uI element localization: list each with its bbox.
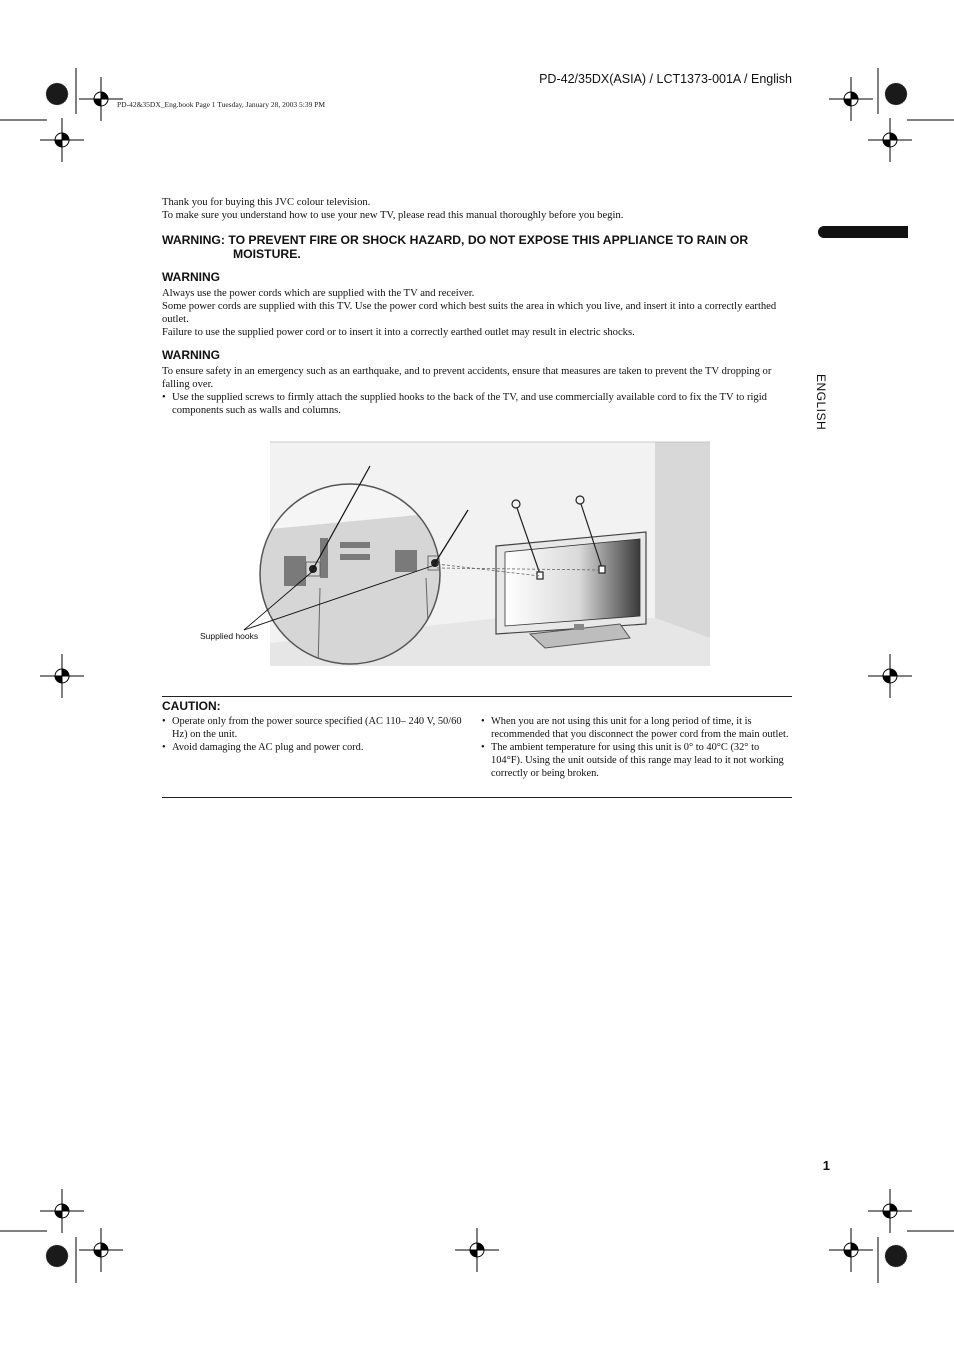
language-tab-label: ENGLISH bbox=[814, 374, 828, 431]
main-content bbox=[162, 196, 792, 417]
intro-line-2: To make sure you understand how to use your new TV, please read this manual thoroughly before you begin. bbox=[162, 210, 624, 221]
book-file-line: PD-42&35DX_Eng.book Page 1 Tuesday, January 28, 2003 5:39 PM bbox=[117, 100, 326, 109]
caution-item bbox=[481, 741, 792, 780]
bullet-mark: • bbox=[481, 742, 485, 753]
main-warning-line-1: WARNING: TO PREVENT FIRE OR SHOCK HAZARD, DO NOT EXPOSE THIS APPLIANCE TO RAIN OR bbox=[162, 233, 749, 247]
warning-power-text-2: Some power cords are supplied with this TV. Use the power cord which best suits the area in which you live, and insert it into a correctly earthed outlet. bbox=[162, 301, 777, 325]
page-number: 1 bbox=[822, 1158, 830, 1173]
caution-item-text: The ambient temperature for using this unit is 0° to 40°C (32° to 104°F). Using the unit outside of this range may lead to it not working correctly or being broken. bbox=[491, 742, 784, 779]
caution-item bbox=[162, 741, 473, 754]
main-warning-line-2: MOISTURE. bbox=[233, 247, 301, 261]
caution-item-text: When you are not using this unit for a long period of time, it is recommended that you disconnect the power cord from the main outlet. bbox=[491, 716, 789, 740]
caution-item bbox=[481, 715, 792, 741]
bullet-mark: • bbox=[162, 392, 166, 403]
warning-power-text-1: Always use the power cords which are supplied with the TV and receiver. bbox=[162, 288, 475, 299]
warning-heading-safety: WARNING bbox=[162, 348, 220, 362]
bullet-mark: • bbox=[481, 716, 485, 727]
main-warning bbox=[162, 233, 792, 261]
caution-column-right bbox=[473, 715, 792, 780]
warning-safety-bullet-text: Use the supplied screws to firmly attach the supplied hooks to the back of the TV, and use commercially available cord to fix the TV to rigid components such as walls and columns. bbox=[172, 392, 767, 416]
caution-column-left bbox=[162, 715, 473, 780]
caution-heading: CAUTION: bbox=[162, 699, 221, 713]
bullet-mark: • bbox=[162, 742, 166, 753]
tv-hook-illustration bbox=[200, 438, 712, 668]
document-code: PD-42/35DX(ASIA) / LCT1373-001A / English bbox=[539, 72, 792, 86]
bullet-mark: • bbox=[162, 716, 166, 727]
caution-item-text: Operate only from the power source specified (AC 110– 240 V, 50/60 Hz) on the unit. bbox=[172, 716, 462, 740]
warning-safety-text: To ensure safety in an emergency such as an earthquake, and to prevent accidents, ensure that measures are taken to prevent the TV dropping or falling over. bbox=[162, 366, 772, 390]
caution-box bbox=[162, 696, 792, 798]
caution-item bbox=[162, 715, 473, 741]
warning-power-text-3: Failure to use the supplied power cord or to insert it into a correctly earthed outlet may result in electric shocks. bbox=[162, 327, 635, 338]
language-tab-bar bbox=[818, 226, 908, 238]
tv-front bbox=[496, 532, 646, 648]
warning-heading-power: WARNING bbox=[162, 270, 220, 284]
intro-line-1: Thank you for buying this JVC colour television. bbox=[162, 197, 371, 208]
supplied-hooks-label: Supplied hooks bbox=[200, 631, 259, 641]
warning-safety-bullet bbox=[162, 391, 792, 417]
side-wall bbox=[655, 442, 710, 638]
caution-item-text: Avoid damaging the AC plug and power cord. bbox=[172, 742, 364, 753]
